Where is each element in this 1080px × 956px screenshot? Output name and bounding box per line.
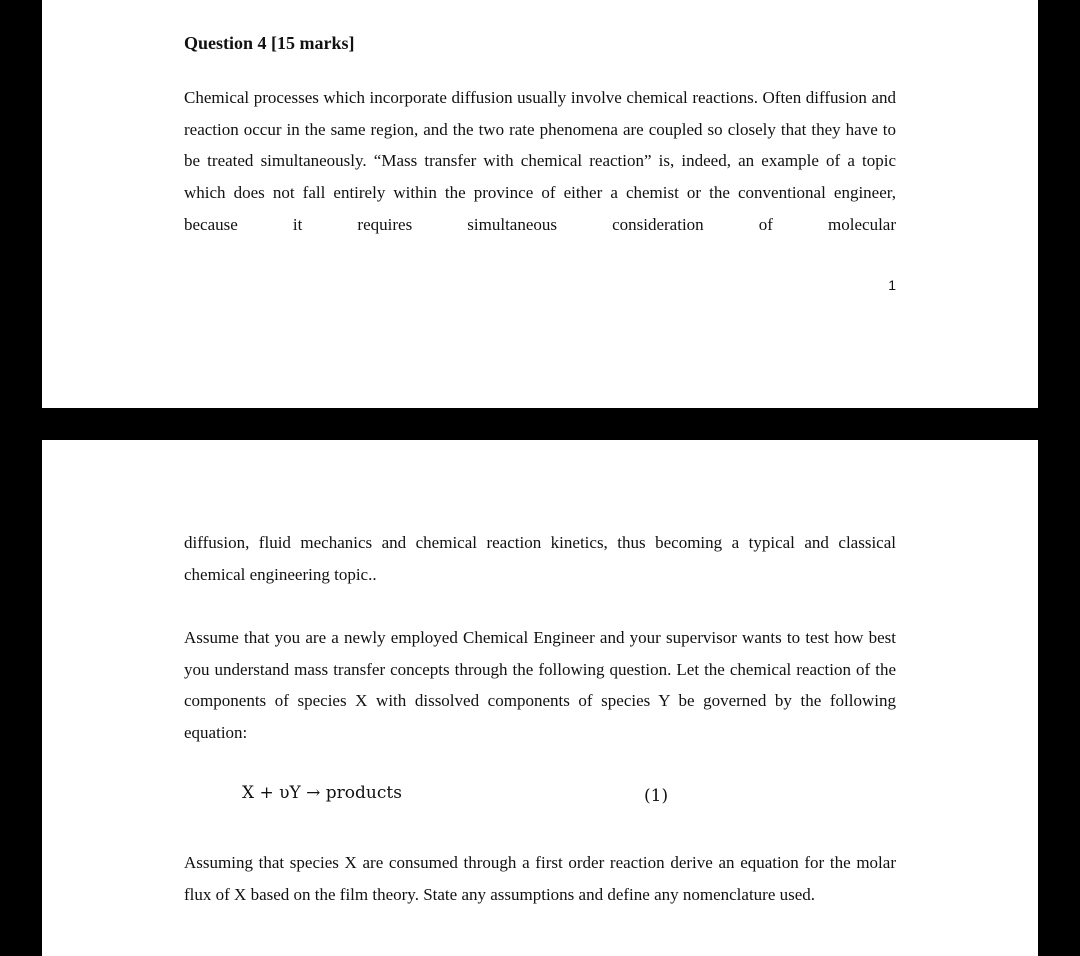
continuation-paragraph: diffusion, fluid mechanics and chemical reaction kinetics, thus becoming a typical and classical chemical engineering topic.. [184, 533, 896, 584]
intro-paragraph: Chemical processes which incorporate diffusion usually involve chemical reactions. Often diffusion and reaction occur in the same region, and the two rate phenomena are coupled so closely that they have to be treated simultaneously. “Mass transfer with chemical reaction” is, indeed, an example of a topic which does not fall entirely within the province of either a chemist or the conventional engineer, because it requires simultaneous consideration of molecular [184, 88, 896, 234]
equation-number: (1) [644, 786, 669, 806]
assumption-paragraph: Assume that you are a newly employed Chemical Engineer and your supervisor wants to test how best you understand mass transfer concepts through the following question. Let the chemical reaction of the components of species X with dissolved components of species Y be governed by the following equation: [184, 628, 896, 743]
task-paragraph: Assuming that species X are consumed through a first order reaction derive an equation for the molar flux of X based on the film theory. State any assumptions and define any nomenclature used. [184, 853, 896, 904]
document-page-2 [42, 440, 1038, 956]
document-page-1 [42, 0, 1038, 408]
page-number: 1 [888, 277, 896, 293]
question-heading: Question 4 [15 marks] [184, 33, 355, 53]
reaction-equation: X + υY → products [242, 783, 402, 803]
